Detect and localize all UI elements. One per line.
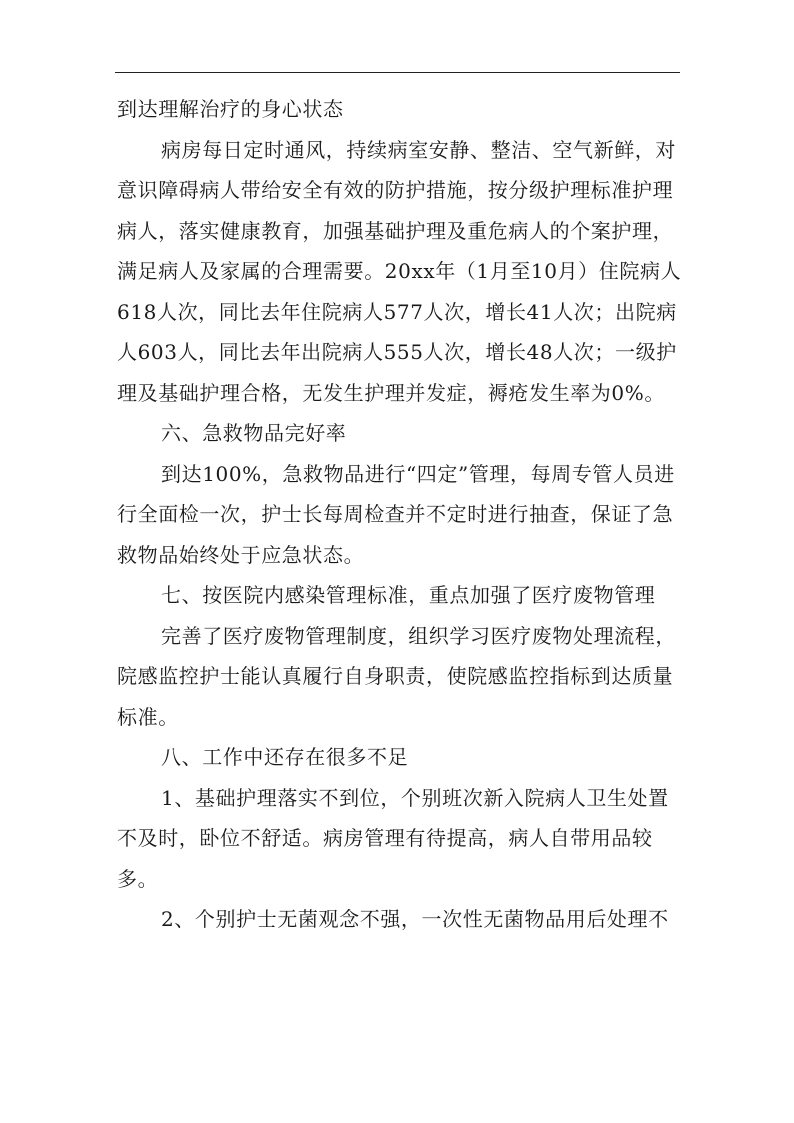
header-rule bbox=[115, 72, 680, 73]
paragraph-shortcoming-2: 2、个别护士无菌观念不强，一次性无菌物品用后处理不 bbox=[161, 907, 669, 931]
heading-shortcomings: 八、工作中还存在很多不足 bbox=[161, 745, 409, 769]
paragraph-shortcoming-1: 1、基础护理落实不到位，个别班次新入院病人卫生处置不及时，卧位不舒适。病房管理有待提高，病人自带用品较多。 bbox=[117, 785, 669, 891]
paragraph-ward-care: 病房每日定时通风，持续病室安静、整洁、空气新鲜，对意识障碍病人带给安全有效的防护措施，按分级护理标准护理病人，落实健康教育，加强基础护理及重危病人的个案护理，满足病人及家属的合理需要。20xx年（1月至10月）住院病人618人次，同比去年住院病人577人次，增长41人次；出院病人603人，同比去年出院病人555人次，增长48人次；一级护理及基础护理合格，无发生护理并发症，褥疮发生率为0%。 bbox=[117, 137, 682, 405]
heading-infection-control: 七、按医院内感染管理标准，重点加强了医疗废物管理 bbox=[161, 583, 656, 607]
paragraph-emergency-supplies: 到达100%，急救物品进行“四定”管理，每周专管人员进行全面检一次，护士长每周检查并不定时进行抽查，保证了急救物品始终处于应急状态。 bbox=[117, 461, 675, 567]
heading-emergency-supplies: 六、急救物品完好率 bbox=[161, 421, 347, 445]
paragraph-medical-waste: 完善了医疗废物管理制度，组织学习医疗废物处理流程，院感监控护士能认真履行自身职责，使院感监控指标到达质量标准。 bbox=[117, 623, 676, 729]
paragraph-continuation: 到达理解治疗的身心状态 bbox=[117, 97, 344, 121]
document-body bbox=[117, 89, 683, 940]
